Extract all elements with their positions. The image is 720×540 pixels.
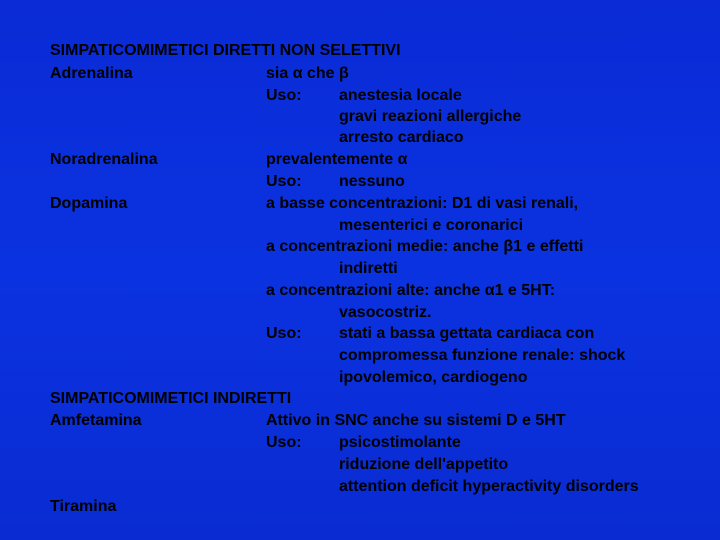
- dopamina-use-2: compromessa funzione renale: shock: [339, 347, 626, 364]
- drug-name-dopamina: Dopamina: [50, 195, 128, 212]
- dopamina-low-cont: mesenterici e coronarici: [339, 217, 524, 234]
- uso-label: Uso:: [266, 173, 302, 190]
- drug-name-amfetamina: Amfetamina: [50, 412, 142, 429]
- adrenalina-receptors: sia α che β: [266, 65, 349, 82]
- amfetamina-use-2: riduzione dell'appetito: [339, 456, 509, 473]
- adrenalina-uso-row: [266, 85, 462, 106]
- noradrenalina-uso-row: [266, 171, 405, 192]
- amfetamina-uso-row: [266, 432, 461, 453]
- dopamina-high: a concentrazioni alte: anche α1 e 5HT:: [266, 282, 556, 299]
- amfetamina-action: Attivo in SNC anche su sistemi D e 5HT: [266, 412, 566, 429]
- dopamina-uso-row: [266, 323, 594, 344]
- uso-label: Uso:: [266, 87, 302, 104]
- noradrenalina-receptors: prevalentemente α: [266, 151, 408, 168]
- heading-direct: SIMPATICOMIMETICI DIRETTI NON SELETTIVI: [50, 42, 401, 59]
- dopamina-medium: a concentrazioni medie: anche β1 e effetti: [266, 238, 584, 255]
- dopamina-use-1: stati a bassa gettata cardiaca con: [339, 325, 595, 342]
- amfetamina-use-3: attention deficit hyperactivity disorders: [339, 478, 639, 495]
- dopamina-low: a basse concentrazioni: D1 di vasi renali,: [266, 195, 579, 212]
- drug-name-noradrenalina: Noradrenalina: [50, 151, 158, 168]
- drug-name-adrenalina: Adrenalina: [50, 65, 133, 82]
- dopamina-high-cont: vasocostriz.: [339, 304, 432, 321]
- adrenalina-use-2: gravi reazioni allergiche: [339, 108, 522, 125]
- noradrenalina-use: nessuno: [339, 173, 405, 190]
- amfetamina-use-1: psicostimolante: [339, 434, 461, 451]
- adrenalina-use-1: anestesia locale: [339, 87, 462, 104]
- uso-label: Uso:: [266, 325, 302, 342]
- uso-label: Uso:: [266, 434, 302, 451]
- dopamina-medium-cont: indiretti: [339, 260, 398, 277]
- drug-name-tiramina: Tiramina: [50, 498, 117, 515]
- heading-indirect: SIMPATICOMIMETICI INDIRETTI: [50, 390, 292, 407]
- adrenalina-use-3: arresto cardiaco: [339, 129, 464, 146]
- dopamina-use-3: ipovolemico, cardiogeno: [339, 369, 528, 386]
